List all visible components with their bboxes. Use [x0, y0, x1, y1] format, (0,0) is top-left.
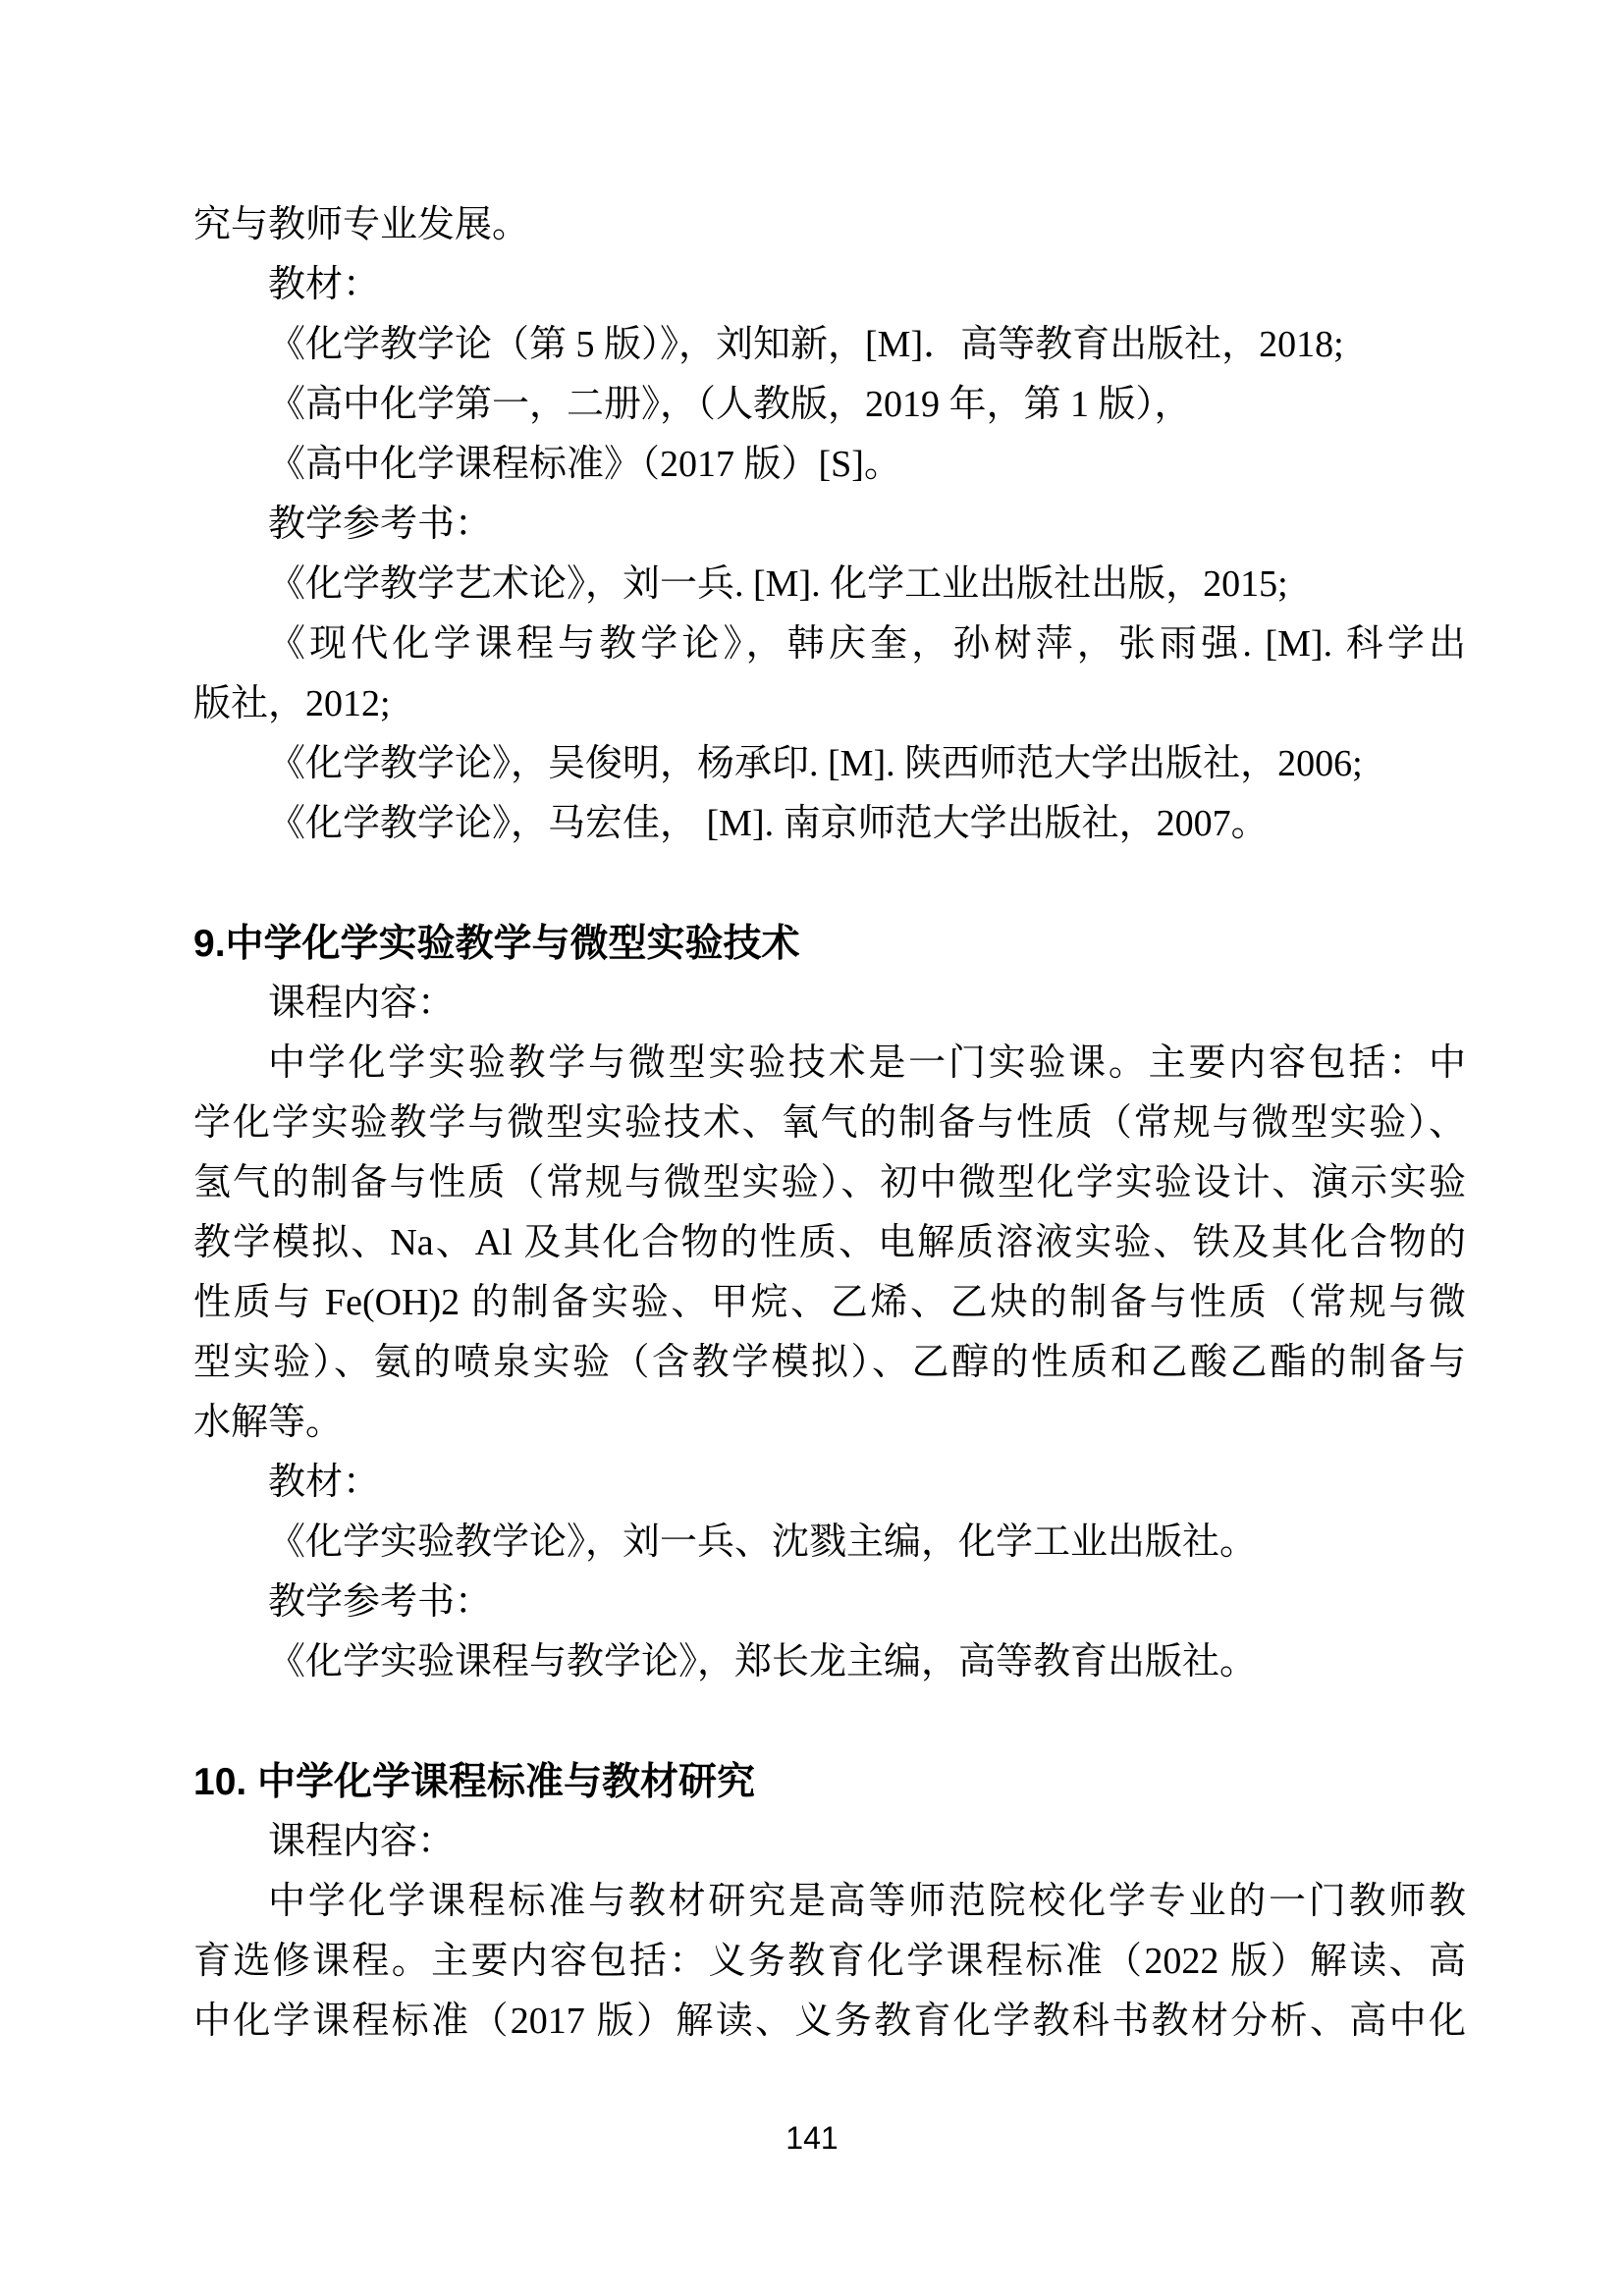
text-line-reference: 《化学教学论（第 5 版）》，刘知新，[M]．高等教育出版社，2018; — [268, 324, 1344, 365]
section-10-heading: 10. 中学化学课程标准与教材研究 — [193, 1761, 756, 1803]
text-line-course-content-label: 课程内容： — [268, 1821, 456, 1862]
text-line: 育选修课程。主要内容包括：义务教育化学课程标准（2022 版）解读、高 — [193, 1941, 1466, 1982]
text-line: 学化学实验教学与微型实验技术、氧气的制备与性质（常规与微型实验）、 — [193, 1102, 1466, 1144]
text-line: 中化学课程标准（2017 版）解读、义务教育化学教科书教材分析、高中化 — [193, 2001, 1466, 2042]
text-line-reference: 《化学实验课程与教学论》，郑长龙主编，高等教育出版社。 — [268, 1641, 1258, 1682]
text-line-reference: 《现代化学课程与教学论》，韩庆奎，孙树萍，张雨强. [M]. 科学出 — [268, 623, 1466, 665]
page-number: 141 — [785, 2120, 839, 2156]
text-line: 究与教师专业发展。 — [193, 204, 530, 245]
text-line: 水解等。 — [193, 1402, 344, 1443]
text-line-reference: 《高中化学课程标准》（2017 版）[S]。 — [268, 444, 901, 485]
text-line-reference: 《高中化学第一，二册》，（人教版，2019 年，第 1 版）， — [268, 384, 1192, 425]
text-line: 型实验）、氨的喷泉实验（含教学模拟）、乙醇的性质和乙酸乙酯的制备与 — [193, 1342, 1466, 1383]
text-line: 中学化学实验教学与微型实验技术是一门实验课。主要内容包括：中 — [268, 1042, 1466, 1084]
text-line: 性质与 Fe(OH)2 的制备实验、甲烷、乙烯、乙炔的制备与性质（常规与微 — [193, 1282, 1466, 1323]
text-line: 中学化学课程标准与教材研究是高等师范院校化学专业的一门教师教 — [268, 1881, 1466, 1922]
text-line: 氢气的制备与性质（常规与微型实验）、初中微型化学实验设计、演示实验 — [193, 1162, 1466, 1203]
text-line-reference: 《化学教学艺术论》，刘一兵. [M]. 化学工业出版社出版，2015; — [268, 563, 1288, 605]
text-line-reference-books-label: 教学参考书： — [268, 504, 493, 545]
section-9-heading: 9.中学化学实验教学与微型实验技术 — [193, 923, 800, 965]
text-line-reference: 《化学实验教学论》，刘一兵、沈戮主编，化学工业出版社。 — [268, 1522, 1258, 1563]
text-line-textbook-label: 教材： — [268, 264, 381, 305]
text-line-reference: 《化学教学论》，吴俊明，杨承印. [M]. 陕西师范大学出版社，2006; — [268, 743, 1363, 784]
text-line-course-content-label: 课程内容： — [268, 983, 456, 1024]
text-block — [193, 195, 1466, 2052]
text-line-textbook-label: 教材： — [268, 1462, 381, 1503]
text-line-reference: 版社，2012; — [193, 683, 391, 724]
text-line: 教学模拟、Na、Al 及其化合物的性质、电解质溶液实验、铁及其化合物的 — [193, 1222, 1466, 1263]
text-line-reference-books-label: 教学参考书： — [268, 1581, 493, 1623]
text-line-reference: 《化学教学论》，马宏佳， [M]. 南京师范大学出版社，2007。 — [268, 803, 1269, 844]
